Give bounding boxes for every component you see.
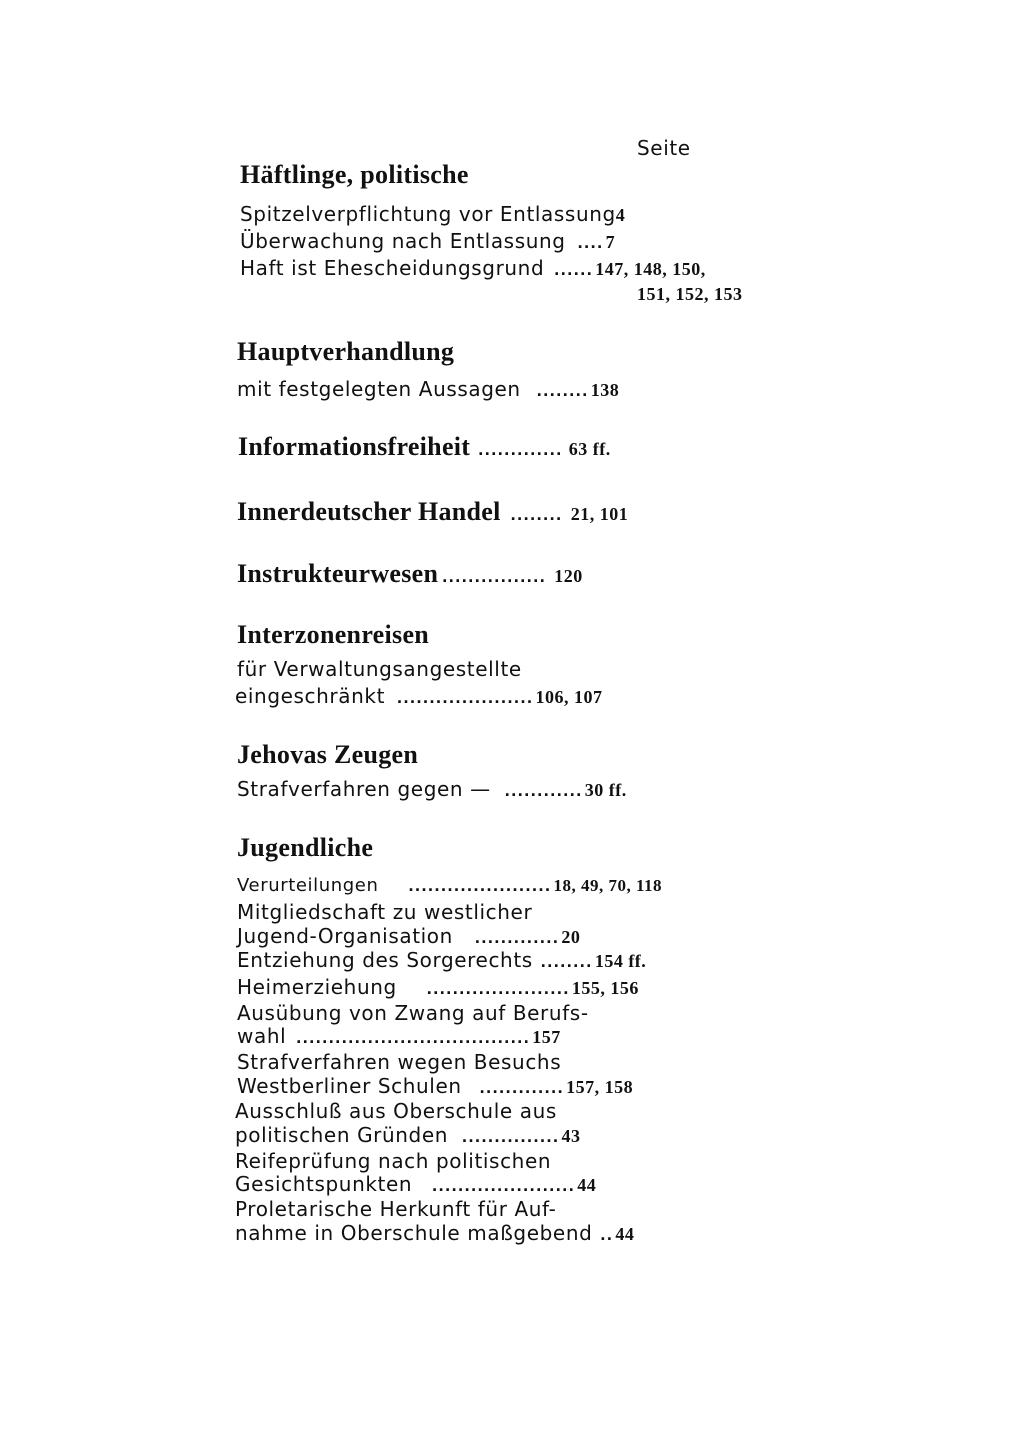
leader-dots: .. bbox=[600, 1224, 614, 1244]
index-heading-haeftlinge: Häftlinge, politische bbox=[240, 160, 469, 189]
entry-pages: 147, 148, 150, bbox=[595, 259, 706, 279]
entry-text: Proletarische Herkunft für Auf- bbox=[235, 1197, 557, 1221]
leader-dots: ................ bbox=[442, 566, 547, 586]
index-heading-interzonenreisen: Interzonenreisen bbox=[237, 620, 430, 649]
index-entry bbox=[237, 975, 639, 999]
index-heading-row bbox=[237, 559, 583, 589]
entry-text: für Verwaltungsangestellte bbox=[237, 657, 522, 681]
column-header-seite: Seite bbox=[637, 136, 691, 160]
entry-pages: 21, 101 bbox=[570, 504, 629, 524]
entry-text: wahl bbox=[237, 1024, 287, 1048]
leader-dots: ........ bbox=[536, 380, 589, 400]
leader-dots: .................................... bbox=[296, 1027, 531, 1047]
entry-pages: 63 ff. bbox=[568, 439, 611, 459]
entry-pages: 44 bbox=[615, 1224, 635, 1244]
index-entry bbox=[235, 1172, 596, 1196]
leader-dots: ...................... bbox=[432, 1175, 576, 1195]
index-heading-row bbox=[237, 497, 628, 527]
index-heading-jehovas-zeugen: Jehovas Zeugen bbox=[237, 740, 419, 769]
entry-text: Haft ist Ehescheidungsgrund bbox=[240, 256, 545, 280]
entry-pages: 7 bbox=[605, 232, 616, 252]
entry-text: Heimerziehung bbox=[237, 975, 397, 999]
leader-dots: ...................... bbox=[408, 875, 552, 895]
index-entry bbox=[237, 777, 627, 801]
index-heading-jugendliche: Jugendliche bbox=[237, 833, 374, 862]
entry-pages: 157, 158 bbox=[566, 1077, 634, 1097]
entry-text: Reifeprüfung nach politischen bbox=[235, 1149, 552, 1173]
entry-pages: 106, 107 bbox=[535, 687, 603, 707]
entry-pages: 44 bbox=[577, 1175, 597, 1195]
leader-dots: ............. bbox=[479, 1077, 565, 1097]
entry-pages: 138 bbox=[590, 380, 620, 400]
entry-text: Strafverfahren gegen — bbox=[237, 777, 491, 801]
entry-text: Verurteilungen bbox=[237, 875, 379, 896]
index-entry bbox=[237, 377, 619, 401]
entry-text: Westberliner Schulen bbox=[237, 1074, 462, 1098]
entry-pages: 120 bbox=[554, 566, 583, 586]
index-heading-row bbox=[238, 432, 611, 462]
entry-text: Spitzelverpflichtung vor Entlassung bbox=[240, 202, 616, 226]
leader-dots: ............ bbox=[504, 780, 583, 800]
index-entry bbox=[235, 684, 603, 708]
index-heading-instrukteurwesen: Instrukteurwesen bbox=[237, 559, 439, 588]
entry-text: Ausübung von Zwang auf Berufs- bbox=[237, 1001, 589, 1025]
index-entry bbox=[240, 202, 625, 226]
entry-text: Mitgliedschaft zu westlicher bbox=[237, 900, 533, 924]
index-entry bbox=[237, 1074, 633, 1098]
entry-text: Gesichtspunkten bbox=[235, 1172, 413, 1196]
index-entry bbox=[240, 229, 615, 253]
entry-text: Überwachung nach Entlassung bbox=[240, 229, 566, 253]
index-entry bbox=[237, 924, 580, 948]
index-entry bbox=[240, 256, 706, 280]
entry-text: Ausschluß aus Oberschule aus bbox=[235, 1099, 557, 1123]
leader-dots: ............. bbox=[474, 927, 560, 947]
leader-dots: .... bbox=[577, 232, 604, 252]
leader-dots: ............. bbox=[478, 439, 563, 459]
entry-text: mit festgelegten Aussagen bbox=[237, 377, 521, 401]
entry-pages: 4 bbox=[615, 205, 626, 225]
entry-pages: 43 bbox=[561, 1126, 581, 1146]
index-heading-hauptverhandlung: Hauptverhandlung bbox=[237, 337, 455, 366]
entry-pages: 157 bbox=[532, 1027, 561, 1047]
entry-pages: 155, 156 bbox=[571, 978, 639, 998]
index-entry bbox=[235, 1221, 634, 1245]
entry-text: eingeschränkt bbox=[235, 684, 386, 708]
entry-pages: 154 ff. bbox=[594, 951, 647, 971]
leader-dots: ...... bbox=[554, 259, 594, 279]
leader-dots: ........ bbox=[540, 951, 593, 971]
index-heading-innerdeutscher-handel: Innerdeutscher Handel bbox=[237, 497, 501, 526]
entry-text: politischen Gründen bbox=[235, 1123, 449, 1147]
entry-text: nahme in Oberschule maßgebend bbox=[235, 1221, 593, 1245]
entry-pages-continued: 151, 152, 153 bbox=[637, 284, 743, 304]
index-entry bbox=[237, 1024, 561, 1048]
leader-dots: ........ bbox=[510, 504, 563, 524]
index-heading-informationsfreiheit: Informationsfreiheit bbox=[238, 432, 471, 461]
entry-pages: 18, 49, 70, 118 bbox=[553, 876, 663, 895]
entry-pages: 20 bbox=[561, 927, 581, 947]
index-entry bbox=[235, 1123, 581, 1147]
leader-dots: ............... bbox=[462, 1126, 560, 1146]
index-entry bbox=[237, 948, 646, 972]
leader-dots: ...................... bbox=[426, 978, 570, 998]
index-entry bbox=[237, 875, 662, 896]
entry-text: Strafverfahren wegen Besuchs bbox=[237, 1050, 562, 1074]
leader-dots: ..................... bbox=[397, 687, 534, 707]
entry-text: Entziehung des Sorgerechts bbox=[237, 948, 533, 972]
entry-text: Jugend-Organisation bbox=[237, 924, 453, 948]
entry-pages: 30 ff. bbox=[584, 780, 627, 800]
